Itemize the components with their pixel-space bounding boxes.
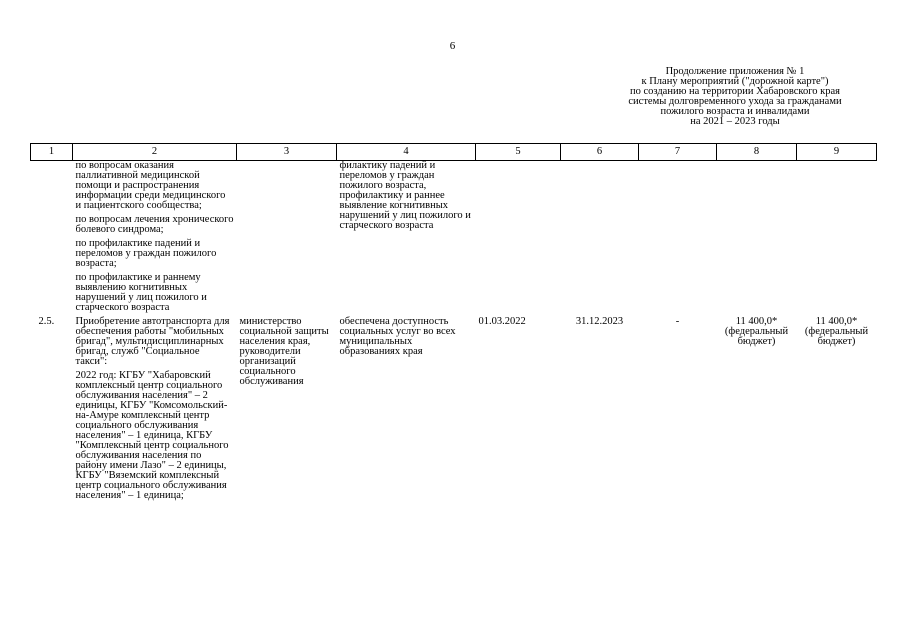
heading-line: к Плану мероприятий ("дорожной карте") bbox=[641, 76, 829, 87]
column-header: 1 bbox=[31, 144, 73, 161]
column-header: 3 bbox=[237, 144, 337, 161]
continuation-row bbox=[31, 161, 877, 318]
column-header: 7 bbox=[639, 144, 717, 161]
measure-cell bbox=[73, 317, 237, 505]
executor-cell: министерство социальной защиты населения края, руководители организаций социального обслуживания bbox=[239, 316, 329, 387]
heading-line: на 2021 – 2023 годы bbox=[690, 116, 780, 127]
page-number: 6 bbox=[449, 40, 456, 52]
column-header: 5 bbox=[476, 144, 561, 161]
column-header: 2 bbox=[73, 144, 237, 161]
measure-paragraph: 2022 год: КГБУ "Хабаровский комплексный центр социального обслуживания населения" – 2 единицы, КГБУ "Комсомольский-на-Амуре комплексный центр социального обслуживания населения" – 1 единица, КГБУ "Комплексный центр социального обслуживания населения по району имени Лазо" – 2 единицы, КГБУ "Вяземский комплексный центр социального обслуживания населения" – 1 единица; bbox=[75, 370, 229, 501]
funding-total: 11 400,0* (федеральный бюджет) bbox=[804, 316, 869, 347]
heading-line: пожилого возраста и инвалидами bbox=[660, 106, 810, 117]
end-date: 31.12.2023 bbox=[575, 316, 624, 327]
appendix-heading bbox=[600, 67, 870, 127]
heading-line: Продолжение приложения № 1 bbox=[665, 66, 805, 77]
column-header: 8 bbox=[717, 144, 797, 161]
table-row bbox=[31, 317, 877, 505]
column-header-row bbox=[31, 144, 877, 161]
start-date: 01.03.2022 bbox=[478, 316, 526, 327]
plan-table bbox=[30, 143, 877, 505]
measure-paragraph: Приобретение автотранспорта для обеспечения работы "мобильных бригад", мультидисциплинарных бригад, служб "Социальное такси": bbox=[75, 316, 230, 367]
measure-paragraph: по вопросам лечения хронического болевого синдрома; bbox=[75, 214, 234, 235]
measure-paragraph: по профилактике и раннему выявлению когнитивных нарушений у лиц пожилого и старческого возраста bbox=[75, 272, 207, 313]
heading-line: по созданию на территории Хабаровского края bbox=[629, 86, 841, 97]
col7-value: - bbox=[675, 316, 680, 327]
funding-2022: 11 400,0* (федеральный бюджет) bbox=[724, 316, 789, 347]
measure-paragraph: по вопросам оказания паллиативной медицинской помощи и распространения информации среди медицинского и пациентского сообщества; bbox=[75, 160, 226, 211]
measure-cell bbox=[73, 161, 237, 318]
result-cell: филактику падений и переломов у граждан пожилого возраста, профилактику и раннее выявление когнитивных нарушений у лиц пожилого и старческого возраста bbox=[339, 160, 471, 231]
measure-paragraph: по профилактике падений и переломов у граждан пожилого возраста; bbox=[75, 238, 217, 269]
row-number: 2.5. bbox=[38, 316, 55, 327]
column-header: 9 bbox=[797, 144, 877, 161]
heading-line: системы долговременного ухода за гражданами bbox=[628, 96, 842, 107]
column-header: 4 bbox=[337, 144, 476, 161]
result-cell: обеспечена доступность социальных услуг во всех муниципальных образованиях края bbox=[339, 316, 456, 357]
column-header: 6 bbox=[561, 144, 639, 161]
